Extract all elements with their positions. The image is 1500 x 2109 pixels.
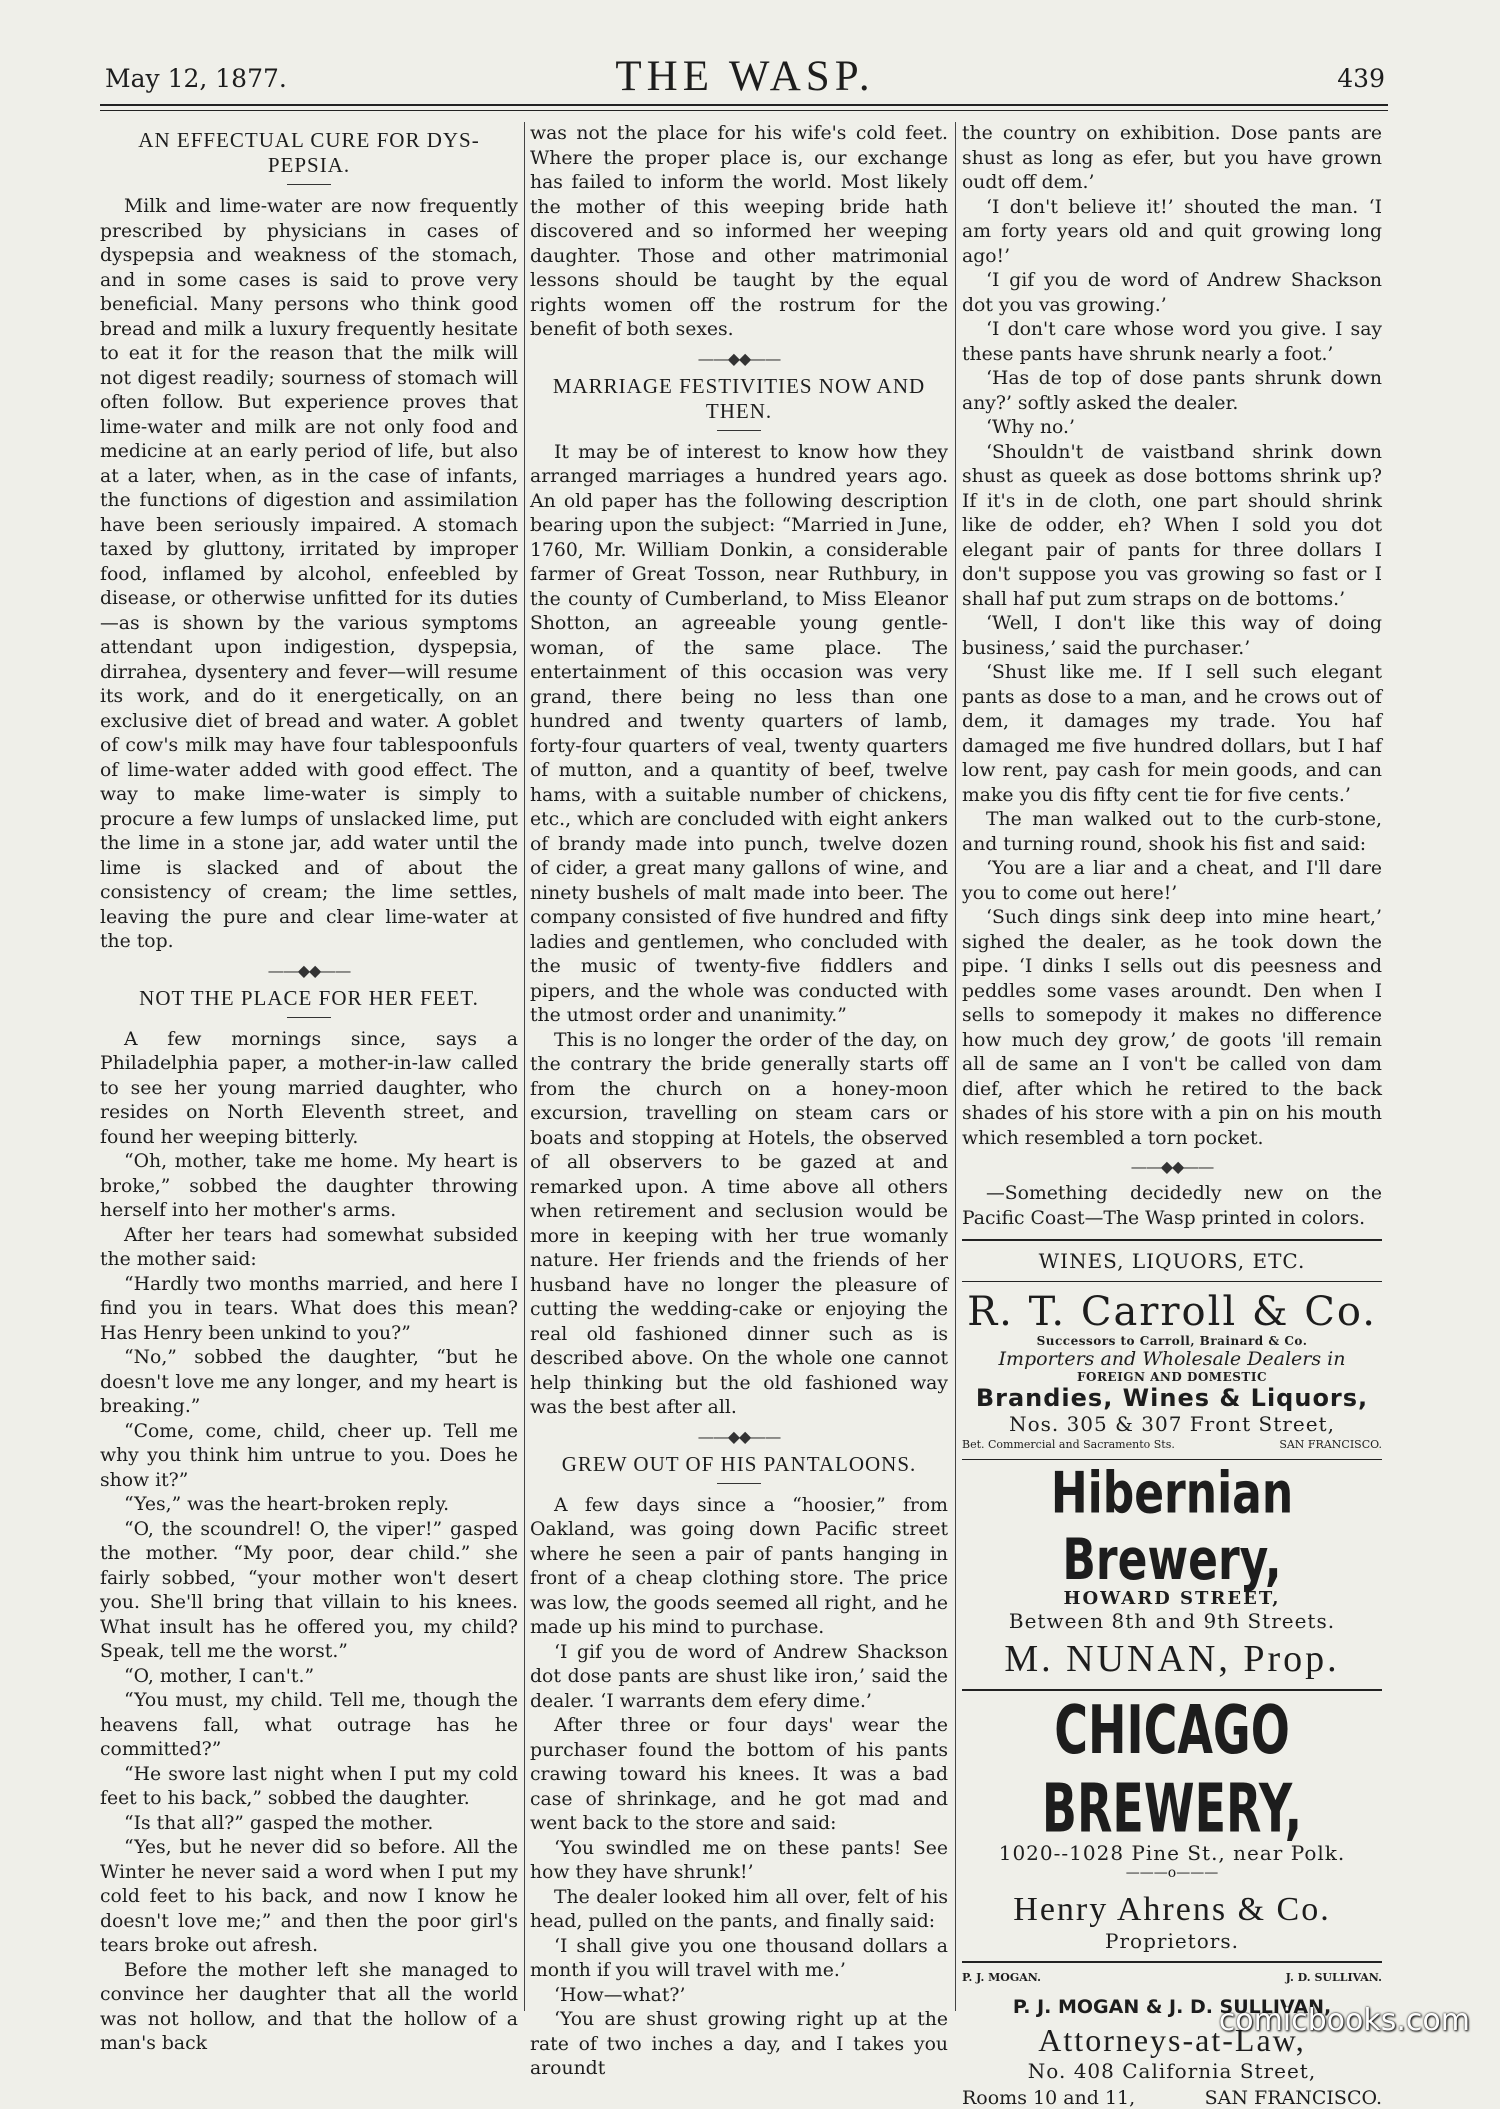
mogan-ad <box>962 1971 1382 2109</box>
mogan-address: No. 408 California Street, <box>1027 2059 1317 2083</box>
divider <box>287 1017 331 1018</box>
article-paragraph: ‘Shust like me. If I sell such elegant pants as dose to a man, and he crows out of dem, it damages my trade. You haf damaged me five hundred dollars, but I haf low rent, pay cash for mein goods, and can make you dis fifty cent tie for five cents.’ <box>962 662 1382 806</box>
article-headline: AN EFFECTUAL CURE FOR DYS-PEPSIA. <box>138 128 480 177</box>
column-divider <box>524 122 525 2011</box>
hibernian-street: HOWARD STREET, <box>1063 1588 1281 1609</box>
wasp-note: —Something decidedly new on the Pacific Coast—The Wasp printed in colors. <box>962 1183 1382 1229</box>
carroll-brandies: Brandies, Wines & Liquors, <box>975 1384 1369 1412</box>
article-paragraph: “O, the scoundrel! O, the viper!” gasped the mother. “My poor, dear child.” she fairly sobbed, “your mother won't desert you. She'll bring that villain to his knees. What insult has he offered you, my child? Speak, tell me the worst.” <box>100 1518 518 1662</box>
article-paragraph: ‘I shall give you one thousand dollars a month if you will travel with me.’ <box>530 1935 948 1981</box>
article-paragraph: It may be of interest to know how they arranged marriages a hundred years ago. An old paper has the following description bearing upon the subject: “Married in June, 1760, Mr. William Donkin, a considerable farmer of Great Tosson, near Ruthbury, in the county of Cumberland, to Miss Eleanor Shotton, an agreeable young gentle-woman, of the same place. The entertainment of this occasion was very grand, there being no less than one hundred and twenty quarters of lamb, forty-four quarters of veal, twenty quarters of mutton, and a quantity of beef, twelve hams, with a suitable number of chickens, etc., which are concluded with eight ankers of brandy made into punch, twelve dozen of cider, a great many gallons of wine, and ninety bushels of malt made into beer. The company consisted of five hundred and fifty ladies and gentlemen, who concluded with the music of twenty-five fiddlers and pipers, and the whole was conducted with the utmost order and unanimity.” <box>530 441 948 1026</box>
ahrens-name: Henry Ahrens & Co. <box>1013 1891 1331 1928</box>
article-headline: GREW OUT OF HIS PANTALOONS. <box>561 1451 917 1476</box>
chicago-ornament: ———o——— <box>1125 1865 1219 1881</box>
ad-rule <box>962 1239 1382 1241</box>
article-paragraph: This is no longer the order of the day, on the contrary the bride generally starts off from the church on a honey-moon excursion, travelling on steam cars or boats and stopping at Hotels, the observed of all observers to be gazed at and remarked upon. A time above all others when retirement and seclusion would be more in keeping with her true womanly nature. Her friends and the friends of her husband have no longer the pleasure of cutting the wedding-cake or enjoying the real old fashioned dinner such as is described above. On the whole one cannot help thinking but the old fashioned way was the best after all. <box>530 1029 948 1418</box>
watermark: comicbooks.com <box>1218 2003 1470 2038</box>
article-headline: NOT THE PLACE FOR HER FEET. <box>139 985 479 1010</box>
article-paragraph: ‘Shouldn't de vaistband shrink down shust as queek as dose bottoms shrink up? If it's in de cloth, one part should shrink like de odder, eh? When I sold you dot elegant pair of pants for three dollars I don't suppose you vas growing so fast or I shall haf put zum straps on de bottoms.’ <box>962 441 1382 610</box>
ad-rule <box>962 1281 1382 1282</box>
carroll-foreign: FOREIGN AND DOMESTIC <box>1076 1370 1267 1384</box>
article-paragraph: ‘I don't believe it!’ shouted the man. ‘I am forty years old and quit growing long ago!’ <box>962 196 1382 267</box>
article-paragraph: ‘You swindled me on these pants! See how they have shrunk!’ <box>530 1837 948 1883</box>
article-paragraph: Before the mother left she managed to convince her daughter that all the world was not hollow, and that the hollow of a man's back <box>100 1959 518 2054</box>
mogan-right: J. D. SULLIVAN. <box>1285 1971 1382 1984</box>
mogan-left: P. J. MOGAN. <box>962 1971 1041 1984</box>
mogan-city: SAN FRANCISCO. <box>1204 2087 1382 2109</box>
article-paragraph: “No,” sobbed the daughter, “but he doesn't love me any longer, and my heart is breaking.” <box>100 1347 518 1417</box>
article-paragraph: ‘I don't care whose word you give. I say these pants have shrunk nearly a foot.’ <box>962 319 1382 365</box>
divider <box>287 184 331 185</box>
ornament-divider: ——◆◆—— <box>697 1426 781 1446</box>
carroll-ad <box>962 1249 1382 1451</box>
article-paragraph: ‘Such dings sink deep into mine heart,’ sighed the dealer, as he took down the pipe. ‘I dinks I sells out dis peesness and peddles some vases aroundt. Den when I sells to somepody it makes no difference how much dey grow,’ de goots 'ill remain all de same an I von't be called von dam dief, after which he retired to the back shades of his store with a pin on his mouth which resembled a torn pocket. <box>962 907 1382 1149</box>
article-paragraph: “Oh, mother, take me home. My heart is broke,” sobbed the daughter throwing herself into her mother's arms. <box>100 1151 518 1221</box>
header-rule <box>100 104 1388 111</box>
carroll-successors: Successors to Carroll, Brainard & Co. <box>1036 1334 1308 1348</box>
mogan-attorneys: Attorneys-at-Law, <box>1038 2022 1306 2058</box>
chicago-ad <box>962 1690 1382 1953</box>
carroll-city: SAN FRANCISCO. <box>1279 1438 1382 1451</box>
article-paragraph: “Come, come, child, cheer up. Tell me why you think him untrue to you. Does he show it?” <box>100 1420 518 1491</box>
article-paragraph: “Yes,” was the heart-broken reply. <box>124 1494 450 1515</box>
article-paragraph: ‘Why no.’ <box>986 417 1075 438</box>
article-paragraph: ‘I gif you de word of Andrew Shackson dot dose pants are shust like iron,’ said the dealer. ‘I warrants dem efery dime.’ <box>530 1641 948 1712</box>
article-paragraph: ‘Well, I don't like this way of doing business,’ said the purchaser.’ <box>962 613 1382 659</box>
article-paragraph: “He swore last night when I put my cold feet to his back,” sobbed the daughter. <box>100 1763 518 1809</box>
article-paragraph: ‘Has de top of dose pants shrunk down any?’ softly asked the dealer. <box>962 368 1382 414</box>
article-paragraph: The man walked out to the curb-stone, and turning round, shook his fist and said: <box>962 809 1382 855</box>
article-paragraph: Milk and lime-water are now frequently prescribed by physicians in cases of dyspepsia and weakness of the stomach, and in some cases is said to prove very beneficial. Many persons who think good bread and milk a luxury frequently hesitate to eat it for the reason that the milk will not digest readily; sourness of stomach will often follow. But experience proves that lime-water and milk are not only food and medicine at an early period of life, but also at a later, when, as in the case of infants, the functions of digestion and assimilation have been seriously impaired. A stomach taxed by gluttony, irritated by improper food, inflamed by alcohol, enfeebled by disease, or otherwise unfitted for its duties—as is shown by the various symptoms attendant upon indigestion, dyspepsia, dirrahea, dysentery and fever—will resume its work, and do it energetically, on an exclusive diet of bread and water. A goblet of cow's milk may have four tablespoonfuls of lime-water added with good effect. The way to make lime-water is simply to procure a few lumps of unslacked lime, put the lime in a stone jar, add water until the lime is slacked and of about the consistency of cream; the lime settles, leaving the pure and clear lime-water at the top. <box>100 196 518 952</box>
issue-date: May 12, 1877. <box>105 64 287 93</box>
ornament-divider: ——◆◆—— <box>697 348 781 368</box>
article-paragraph: was not the place for his wife's cold feet. Where the proper place is, our exchange has failed to inform the world. Most likely the mother of this weeping bride hath discovered and so informed her weeping daughter. Those and other matrimonial lessons should be taught by the equal rights women off the rostrum for the benefit of both sexes. <box>530 123 948 340</box>
mogan-firm: P. J. MOGAN & J. D. SULLIVAN, <box>1012 1996 1332 2018</box>
hibernian-name: Hibernian Brewery, <box>1050 1460 1294 1594</box>
carroll-name: R. T. Carroll & Co. <box>967 1289 1377 1335</box>
article-paragraph: ‘You are shust growing right up at the rate of two inches a day, and I takes you aroundt <box>530 2009 948 2079</box>
article-paragraph: ‘How—what?’ <box>554 1984 686 2006</box>
hibernian-ad <box>962 1460 1382 1681</box>
chicago-name: CHICAGO BREWERY, <box>1041 1690 1303 1848</box>
article-paragraph: The dealer looked him all over, felt of his head, pulled on the pants, and finally said: <box>530 1886 948 1932</box>
carroll-location <box>962 1438 1382 1451</box>
hibernian-between: Between 8th and 9th Streets. <box>1008 1609 1336 1633</box>
article-paragraph: “Yes, but he never did so before. All the Winter he never said a word when I put my cold feet to his back, and now I know he doesn't love me;” and then the poor girl's tears broke out afresh. <box>100 1837 518 1956</box>
column-1 <box>100 122 518 2054</box>
page-number: 439 <box>1337 64 1385 93</box>
article-paragraph: After three or four days' wear the purchaser found the bottom of his pants crawing toward his knees. It was a bad case of shrinkage, and he got mad and went back to the store and said: <box>530 1715 948 1834</box>
ornament-divider: ——◆◆—— <box>1130 1157 1214 1176</box>
carroll-importers: Importers and Wholesale Dealers in <box>998 1348 1346 1370</box>
ornament-divider: ——◆◆—— <box>267 960 351 980</box>
article-paragraph: “O, mother, I can't.” <box>124 1665 315 1687</box>
article-paragraph: “Hardly two months married, and here I find you in tears. What does this mean? Has Henry been unkind to you?” <box>100 1273 518 1344</box>
article-paragraph: ‘You are a liar and a cheat, and I'll dare you to come out here!’ <box>962 858 1382 904</box>
chicago-address: 1020--1028 Pine St., near Polk. <box>998 1841 1346 1865</box>
article-paragraph: “Is that all?” gasped the mother. <box>124 1812 434 1834</box>
ahrens-role: Proprietors. <box>1105 1929 1239 1953</box>
article-paragraph: A few days since a “hoosier,” from Oakland, was going down Pacific street where he seen a pair of pants hanging in front of a cheap clothing store. The price was low, the goods seemed all right, and he made up his mind to purchase. <box>530 1494 948 1638</box>
ad-category: WINES, LIQUORS, ETC. <box>1038 1249 1306 1273</box>
divider <box>717 1483 761 1484</box>
article-paragraph: After her tears had somewhat subsided the mother said: <box>100 1224 518 1270</box>
column-2 <box>530 122 948 2079</box>
column-divider <box>955 122 956 2011</box>
divider <box>717 430 761 431</box>
page-header <box>105 52 1385 100</box>
carroll-address: Nos. 305 & 307 Front Street, <box>1009 1412 1335 1436</box>
ad-rule <box>962 1961 1382 1963</box>
mogan-rooms: Rooms 10 and 11, <box>962 2087 1136 2109</box>
article-paragraph: A few mornings since, says a Philadelphia paper, a mother-in-law called to see her young married daughter, who resides on North Eleventh street, and found her weeping bitterly. <box>100 1028 518 1148</box>
mogan-rooms-row <box>962 2087 1382 2109</box>
hibernian-prop: M. NUNAN, Prop. <box>1004 1638 1340 1680</box>
article-paragraph: the country on exhibition. Dose pants are shust as long as efer, but you have grown oudt off dem.’ <box>962 123 1382 193</box>
article-headline: MARRIAGE FESTIVITIES NOW AND THEN. <box>552 373 926 423</box>
article-paragraph: “You must, my child. Tell me, though the heavens fall, what outrage has he committed?” <box>100 1690 518 1760</box>
article-paragraph: ‘I gif you de word of Andrew Shackson dot you vas growing.’ <box>962 270 1382 316</box>
mogan-names <box>962 1971 1382 1984</box>
carroll-bet: Bet. Commercial and Sacramento Sts. <box>962 1438 1175 1451</box>
masthead-title: THE WASP. <box>615 53 875 100</box>
